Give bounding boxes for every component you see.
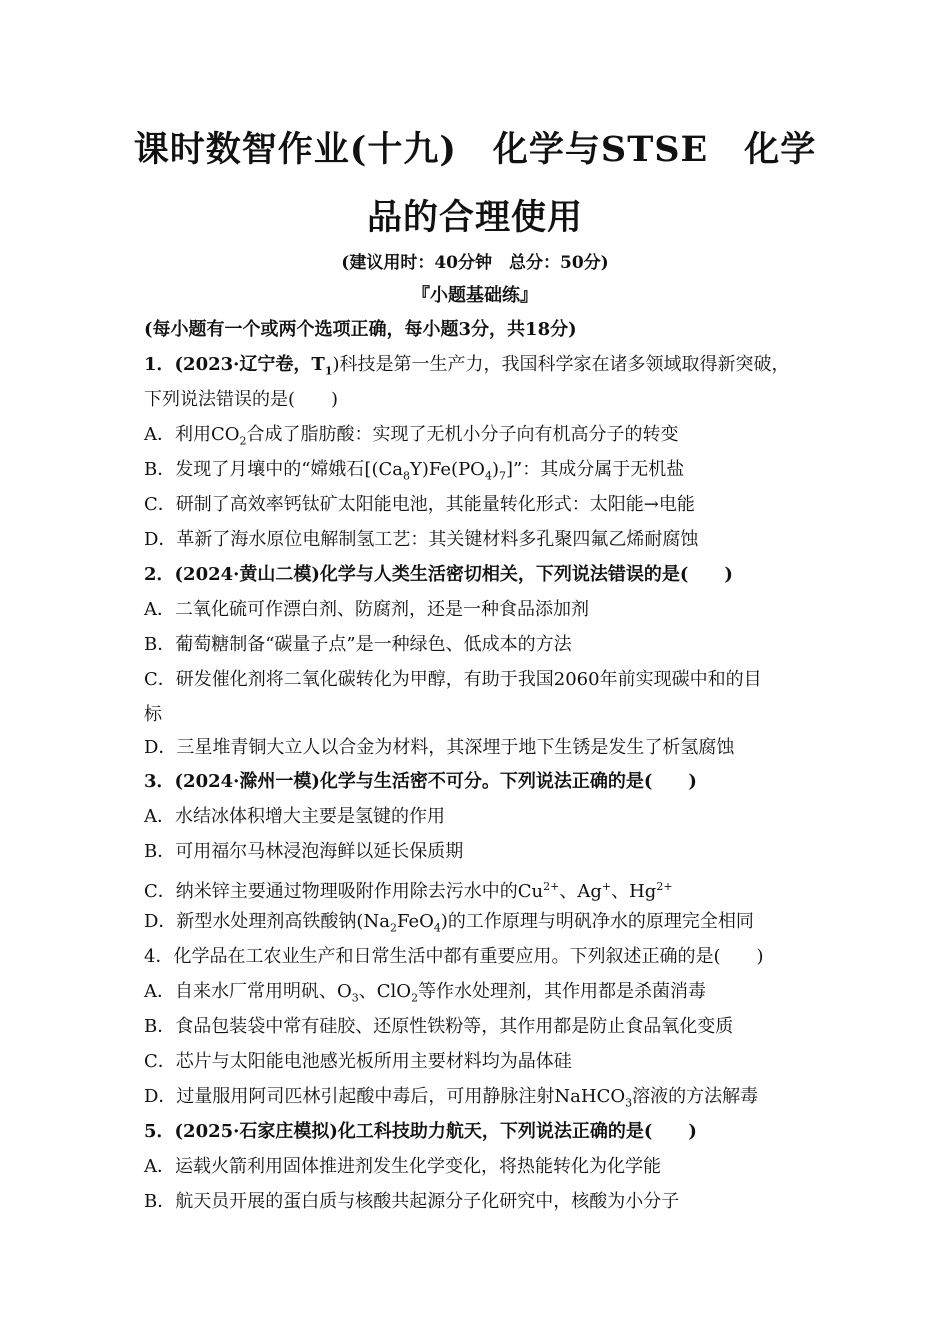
page-title-line2: 品的合理使用 xyxy=(366,197,583,238)
question-2-option-c-cont: 标 xyxy=(144,704,162,725)
question-2-option-a: A．二氧化硫可作漂白剂、防腐剂，还是一种食品添加剂 xyxy=(144,599,589,620)
question-4-option-c: C．芯片与太阳能电池感光板所用主要材料均为晶体硅 xyxy=(144,1051,572,1072)
question-5-option-a: A．运载火箭利用固体推进剂发生化学变化，将热能转化为化学能 xyxy=(144,1156,661,1177)
question-3-stem: 3．(2024·滁州一模)化学与生活密不可分。下列说法正确的是( ) xyxy=(144,771,697,792)
section-instruction: (每小题有一个或两个选项正确，每小题3分，共18分) xyxy=(144,319,577,340)
question-5-option-b: B．航天员开展的蛋白质与核酸共起源分子化研究中，核酸为小分子 xyxy=(144,1191,680,1212)
question-2-option-b: B．葡萄糖制备“碳量子点”是一种绿色、低成本的方法 xyxy=(144,634,572,655)
question-3-option-d: D．新型水处理剂高铁酸钠$(Na_2FeO_4)$的工作原理与明矾净水的原理完全相同 xyxy=(144,911,754,935)
question-5-stem: 5．(2025·石家庄模拟)化工科技助力航天，下列说法正确的是( ) xyxy=(144,1121,697,1142)
question-1-option-b: B．发现了月壤中的“嫦娥石$[(Ca_8Y)Fe(PO_4)_7]$”：其成分属于无机盐 xyxy=(144,459,685,483)
question-3-option-c: C．纳米锌主要通过物理吸附作用除去污水中的$Cu^{2+}$、Ag+、$Hg^{2+}$ xyxy=(144,880,673,902)
question-4-option-d: D．过量服用阿司匹林引起酸中毒后，可用静脉注射NaHCO$_3$溶液的方法解毒 xyxy=(144,1086,759,1110)
question-1-option-a: A．利用$CO_2$合成了脂肪酸：实现了无机小分子向有机高分子的转变 xyxy=(144,424,679,448)
question-1-stem: 1．(2023·辽宁卷，$T_1$)科技是第一生产力，我国科学家在诸多领域取得新突破， xyxy=(144,354,790,378)
question-4-option-b: B．食品包装袋中常有硅胶、还原性铁粉等，其作用都是防止食品氧化变质 xyxy=(144,1016,734,1037)
question-2-stem: 2．(2024·黄山二模)化学与人类生活密切相关，下列说法错误的是( ) xyxy=(144,564,733,585)
question-4-option-a: A．自来水厂常用明矾、$O_3$、ClO$_2$等作水处理剂，其作用都是杀菌消毒 xyxy=(144,981,707,1005)
page-title-line1: 课时数智作业(十九) 化学与STSE 化学 xyxy=(133,129,817,170)
question-1-option-d: D．革新了海水原位电解制氢工艺：其关键材料多孔聚四氟乙烯耐腐蚀 xyxy=(144,529,699,550)
section-label: 『小题基础练』 xyxy=(412,285,538,306)
question-3-option-b: B．可用福尔马林浸泡海鲜以延长保质期 xyxy=(144,841,464,862)
question-1-option-c: C．研制了高效率钙钛矿太阳能电池，其能量转化形式：太阳能→电能 xyxy=(144,494,695,515)
question-3-option-a: A．水结冰体积增大主要是氢键的作用 xyxy=(144,806,445,827)
question-1-stem-cont: 下列说法错误的是( ) xyxy=(144,389,339,410)
question-4-stem: 4．化学品在工农业生产和日常生活中都有重要应用。下列叙述正确的是( ) xyxy=(144,946,764,967)
question-2-option-c: C．研发催化剂将二氧化碳转化为甲醇，有助于我国2060年前实现碳中和的目 xyxy=(144,669,762,690)
time-info: (建议用时：40分钟 总分：50分) xyxy=(341,253,609,273)
question-2-option-d: D．三星堆青铜大立人以合金为材料，其深埋于地下生锈是发生了析氢腐蚀 xyxy=(144,737,735,758)
